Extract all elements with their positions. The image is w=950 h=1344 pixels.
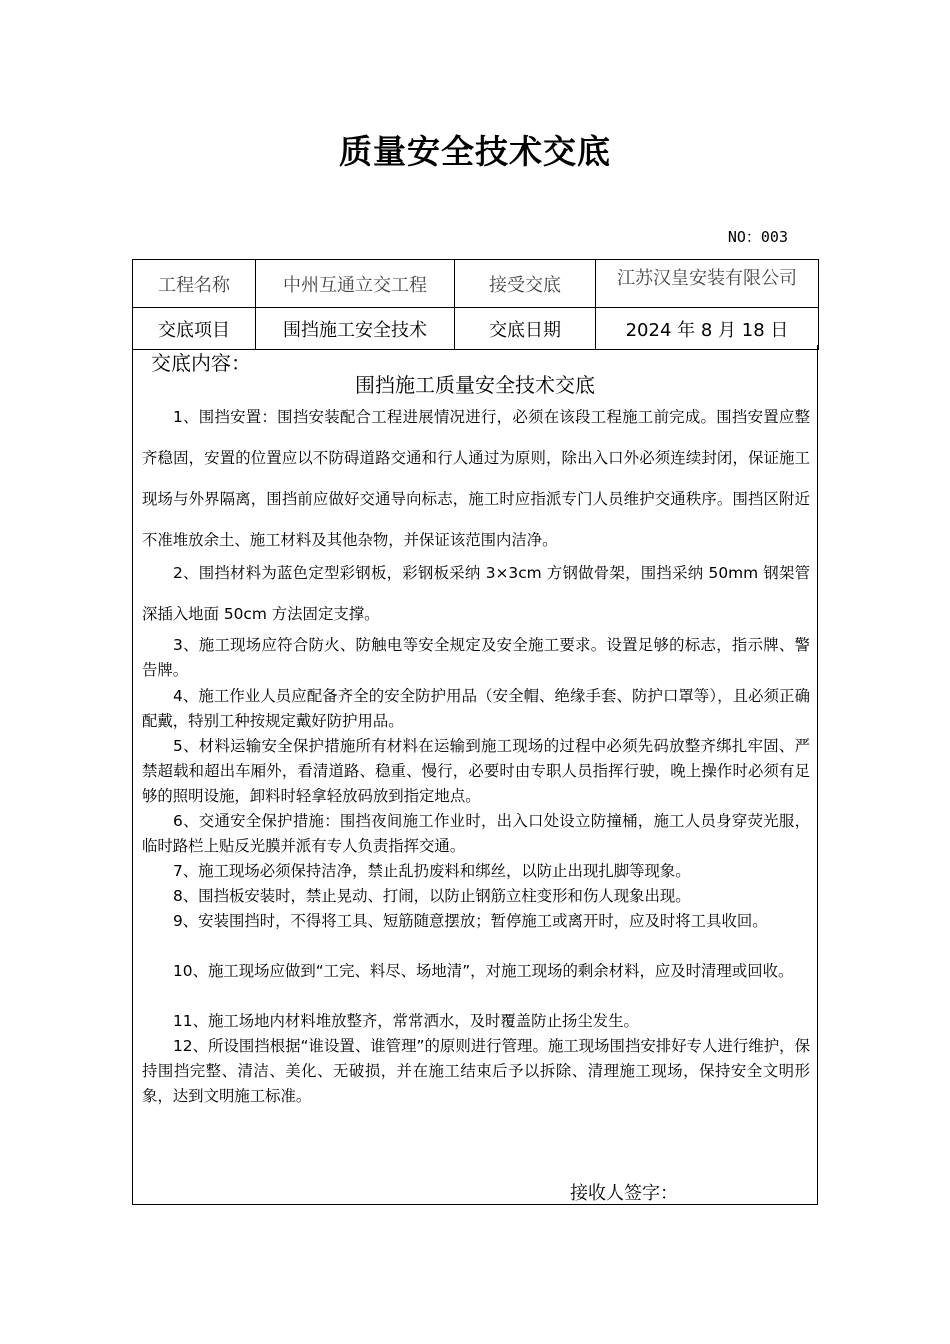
briefing-item-label: 交底项目	[133, 308, 256, 350]
paragraph: 11、施工场地内材料堆放整齐，常常洒水，及时覆盖防止扬尘发生。	[173, 1012, 639, 1030]
paragraph: 5、材料运输安全保护措施所有材料在运输到施工现场的过程中必须先码放整齐绑扎牢固、严禁超载和超出车厢外，看清道路、稳重、慢行，必要时由专职人员指挥行驶，晚上操作时必须有足够的照明设施，卸料时轻拿轻放码放到指定地点。	[142, 737, 810, 805]
paragraph: 8、围挡板安装时，禁止晃动、打闹，以防止钢筋立柱变形和伤人现象出现。	[173, 887, 691, 905]
paragraph: 6、交通安全保护措施：围挡夜间施工作业时，出入口处设立防撞桶，施工人员身穿荧光服，临时路栏上贴反光膜并派有专人负责指挥交通。	[142, 812, 810, 855]
project-name-value: 中州互通立交工程	[256, 260, 455, 308]
document-title: 质量安全技术交底	[339, 132, 611, 171]
project-info-table	[132, 259, 819, 350]
briefing-date-value: 2024 年 8 月 18 日	[596, 308, 819, 350]
signature-label: 接收人签字：	[570, 1183, 678, 1204]
recipient-value: 江苏汉皇安装有限公司	[596, 260, 819, 308]
briefing-content-box	[132, 345, 818, 1205]
briefing-item-value: 围挡施工安全技术	[256, 308, 455, 350]
table-row	[133, 260, 819, 308]
paragraph: 2、围挡材料为蓝色定型彩钢板，彩钢板采纳 3×3cm 方钢做骨架，围挡采纳 50mm 钢架管深插入地面 50cm 方法固定支撑。	[142, 564, 810, 623]
document-number: NO：003	[727, 228, 788, 246]
paragraph: 1、围挡安置：围挡安装配合工程进展情况进行，必须在该段工程施工前完成。围挡安置应整齐稳固，安置的位置应以不防碍道路交通和行人通过为原则，除出入口外必须连续封闭，保证施工现场与外界隔离，围挡前应做好交通导向标志，施工时应指派专门人员维护交通秩序。围挡区附近不准堆放余土、施工材料及其他杂物，并保证该范围内洁净。	[142, 408, 810, 549]
project-name-label: 工程名称	[133, 260, 256, 308]
content-label: 交底内容：	[151, 351, 251, 375]
paragraph: 4、施工作业人员应配备齐全的安全防护用品（安全帽、绝缘手套、防护口罩等），且必须正确配戴，特别工种按规定戴好防护用品。	[142, 687, 810, 730]
paragraph: 12、所设围挡根据“谁设置、谁管理”的原则进行管理。施工现场围挡安排好专人进行维护，保持围挡完整、清洁、美化、无破损，并在施工结束后予以拆除、清理施工现场，保持安全文明形象，达到文明施工标准。	[142, 1037, 810, 1105]
paragraph: 10、施工现场应做到“工完、料尽、场地清”，对施工现场的剩余材料，应及时清理或回收。	[173, 962, 794, 980]
paragraph: 3、施工现场应符合防火、防触电等安全规定及安全施工要求。设置足够的标志，指示牌、警告牌。	[142, 636, 810, 679]
recipient-label: 接受交底	[455, 260, 596, 308]
paragraph: 9、安装围挡时，不得将工具、短筋随意摆放；暂停施工或离开时，应及时将工具收回。	[173, 912, 768, 930]
briefing-date-label: 交底日期	[455, 308, 596, 350]
table-row	[133, 308, 819, 350]
paragraph: 7、施工现场必须保持洁净，禁止乱扔废料和绑丝，以防止出现扎脚等现象。	[173, 862, 691, 880]
content-heading: 围挡施工质量安全技术交底	[355, 373, 595, 397]
